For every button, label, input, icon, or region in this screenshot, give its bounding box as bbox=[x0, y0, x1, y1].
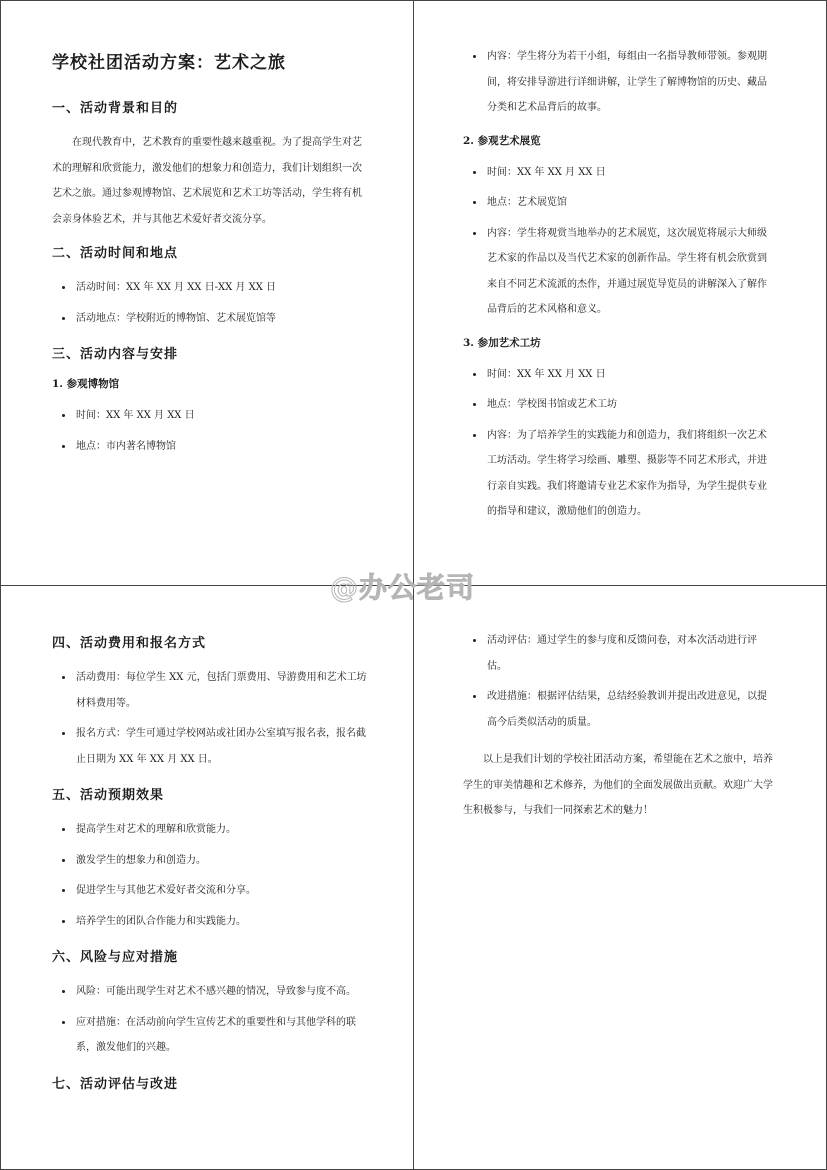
list-item: 改进措施：根据评估结果，总结经验教训并提出改进意见，以提高今后类似活动的质量。 bbox=[463, 684, 775, 735]
list-item: 提高学生对艺术的理解和欣赏能力。 bbox=[52, 817, 370, 843]
section-heading-time-place: 二、活动时间和地点 bbox=[52, 246, 179, 261]
list-item: 地点：市内著名博物馆 bbox=[52, 434, 370, 460]
section-heading-fees: 四、活动费用和报名方式 bbox=[52, 636, 207, 651]
list-item: 培养学生的团队合作能力和实践能力。 bbox=[52, 909, 370, 935]
fees-list bbox=[52, 665, 370, 772]
page-quadrant-bottom-left bbox=[52, 632, 370, 1106]
section-heading-risks: 六、风险与应对措施 bbox=[52, 950, 179, 965]
exhibition-list bbox=[463, 160, 775, 323]
list-item: 地点：学校图书馆或艺术工坊 bbox=[463, 392, 775, 418]
risks-list bbox=[52, 979, 370, 1061]
list-item: 促进学生与其他艺术爱好者交流和分享。 bbox=[52, 878, 370, 904]
list-item: 应对措施：在活动前向学生宣传艺术的重要性和与其他学科的联系，激发他们的兴趣。 bbox=[52, 1010, 370, 1061]
subheading-workshop: 3. 参加艺术工坊 bbox=[463, 336, 541, 349]
list-item: 活动费用：每位学生 XX 元，包括门票费用、导游费用和艺术工坊材料费用等。 bbox=[52, 665, 370, 716]
list-item: 活动时间：XX 年 XX 月 XX 日-XX 月 XX 日 bbox=[52, 275, 370, 301]
subheading-museum: 1. 参观博物馆 bbox=[52, 378, 120, 390]
time-place-list bbox=[52, 275, 370, 331]
list-item: 内容：学生将分为若干小组，每组由一名指导教师带领。参观期间，将安排导游进行详细讲解，让学生了解博物馆的历史、藏品分类和艺术品背后的故事。 bbox=[463, 44, 775, 121]
list-item: 活动评估：通过学生的参与度和反馈问卷，对本次活动进行评估。 bbox=[463, 628, 775, 679]
list-item: 内容：为了培养学生的实践能力和创造力，我们将组织一次艺术工坊活动。学生将学习绘画、雕塑、摄影等不同艺术形式，并进行亲自实践。我们将邀请专业艺术家作为指导，为学生提供专业的指导和建议，激励他们的创造力。 bbox=[463, 423, 775, 525]
page-quadrant-bottom-right bbox=[463, 628, 775, 834]
list-item: 活动地点：学校附近的博物馆、艺术展览馆等 bbox=[52, 306, 370, 332]
expected-results-list bbox=[52, 817, 370, 934]
list-item: 时间：XX 年 XX 月 XX 日 bbox=[52, 403, 370, 429]
page-quadrant-top-right bbox=[463, 44, 775, 537]
section-heading-evaluation: 七、活动评估与改进 bbox=[52, 1076, 179, 1092]
watermark: @办公老司 bbox=[330, 571, 476, 604]
list-item: 激发学生的想象力和创造力。 bbox=[52, 848, 370, 874]
list-item: 内容：学生将观赏当地举办的艺术展览，这次展览将展示大师级艺术家的作品以及当代艺术家的创新作品。学生将有机会欣赏到来自不同艺术流派的杰作，并通过展览导览员的讲解深入了解作品背后的艺术风格和意义。 bbox=[463, 221, 775, 323]
list-item: 时间：XX 年 XX 月 XX 日 bbox=[463, 160, 775, 186]
list-item: 风险：可能出现学生对艺术不感兴趣的情况，导致参与度不高。 bbox=[52, 979, 370, 1005]
section-heading-background: 一、活动背景和目的 bbox=[52, 101, 179, 116]
section-heading-expected-results: 五、活动预期效果 bbox=[52, 788, 165, 803]
list-item: 时间：XX 年 XX 月 XX 日 bbox=[463, 362, 775, 388]
subheading-exhibition: 2. 参观艺术展览 bbox=[463, 134, 541, 147]
list-item: 地点：艺术展览馆 bbox=[463, 190, 775, 216]
page-quadrant-top-left bbox=[52, 48, 370, 471]
evaluation-list bbox=[463, 628, 775, 735]
background-paragraph: 在现代教育中，艺术教育的重要性越来越重视。为了提高学生对艺术的理解和欣赏能力，激发他们的想象力和创造力，我们计划组织一次艺术之旅。通过参观博物馆、艺术展览和艺术工坊等活动，学生将有机会亲身体验艺术，并与其他艺术爱好者交流分享。 bbox=[52, 137, 362, 225]
document-title: 学校社团活动方案：艺术之旅 bbox=[52, 53, 286, 73]
museum-list bbox=[52, 403, 370, 459]
list-item: 报名方式：学生可通过学校网站或社团办公室填写报名表，报名截止日期为 XX 年 XX 月 XX 日。 bbox=[52, 721, 370, 772]
section-heading-content: 三、活动内容与安排 bbox=[52, 347, 179, 362]
museum-list-continued bbox=[463, 44, 775, 121]
workshop-list bbox=[463, 362, 775, 525]
closing-paragraph: 以上是我们计划的学校社团活动方案，希望能在艺术之旅中，培养学生的审美情趣和艺术修养，为他们的全面发展做出贡献。欢迎广大学生积极参与，与我们一同探索艺术的魅力！ bbox=[463, 754, 773, 816]
